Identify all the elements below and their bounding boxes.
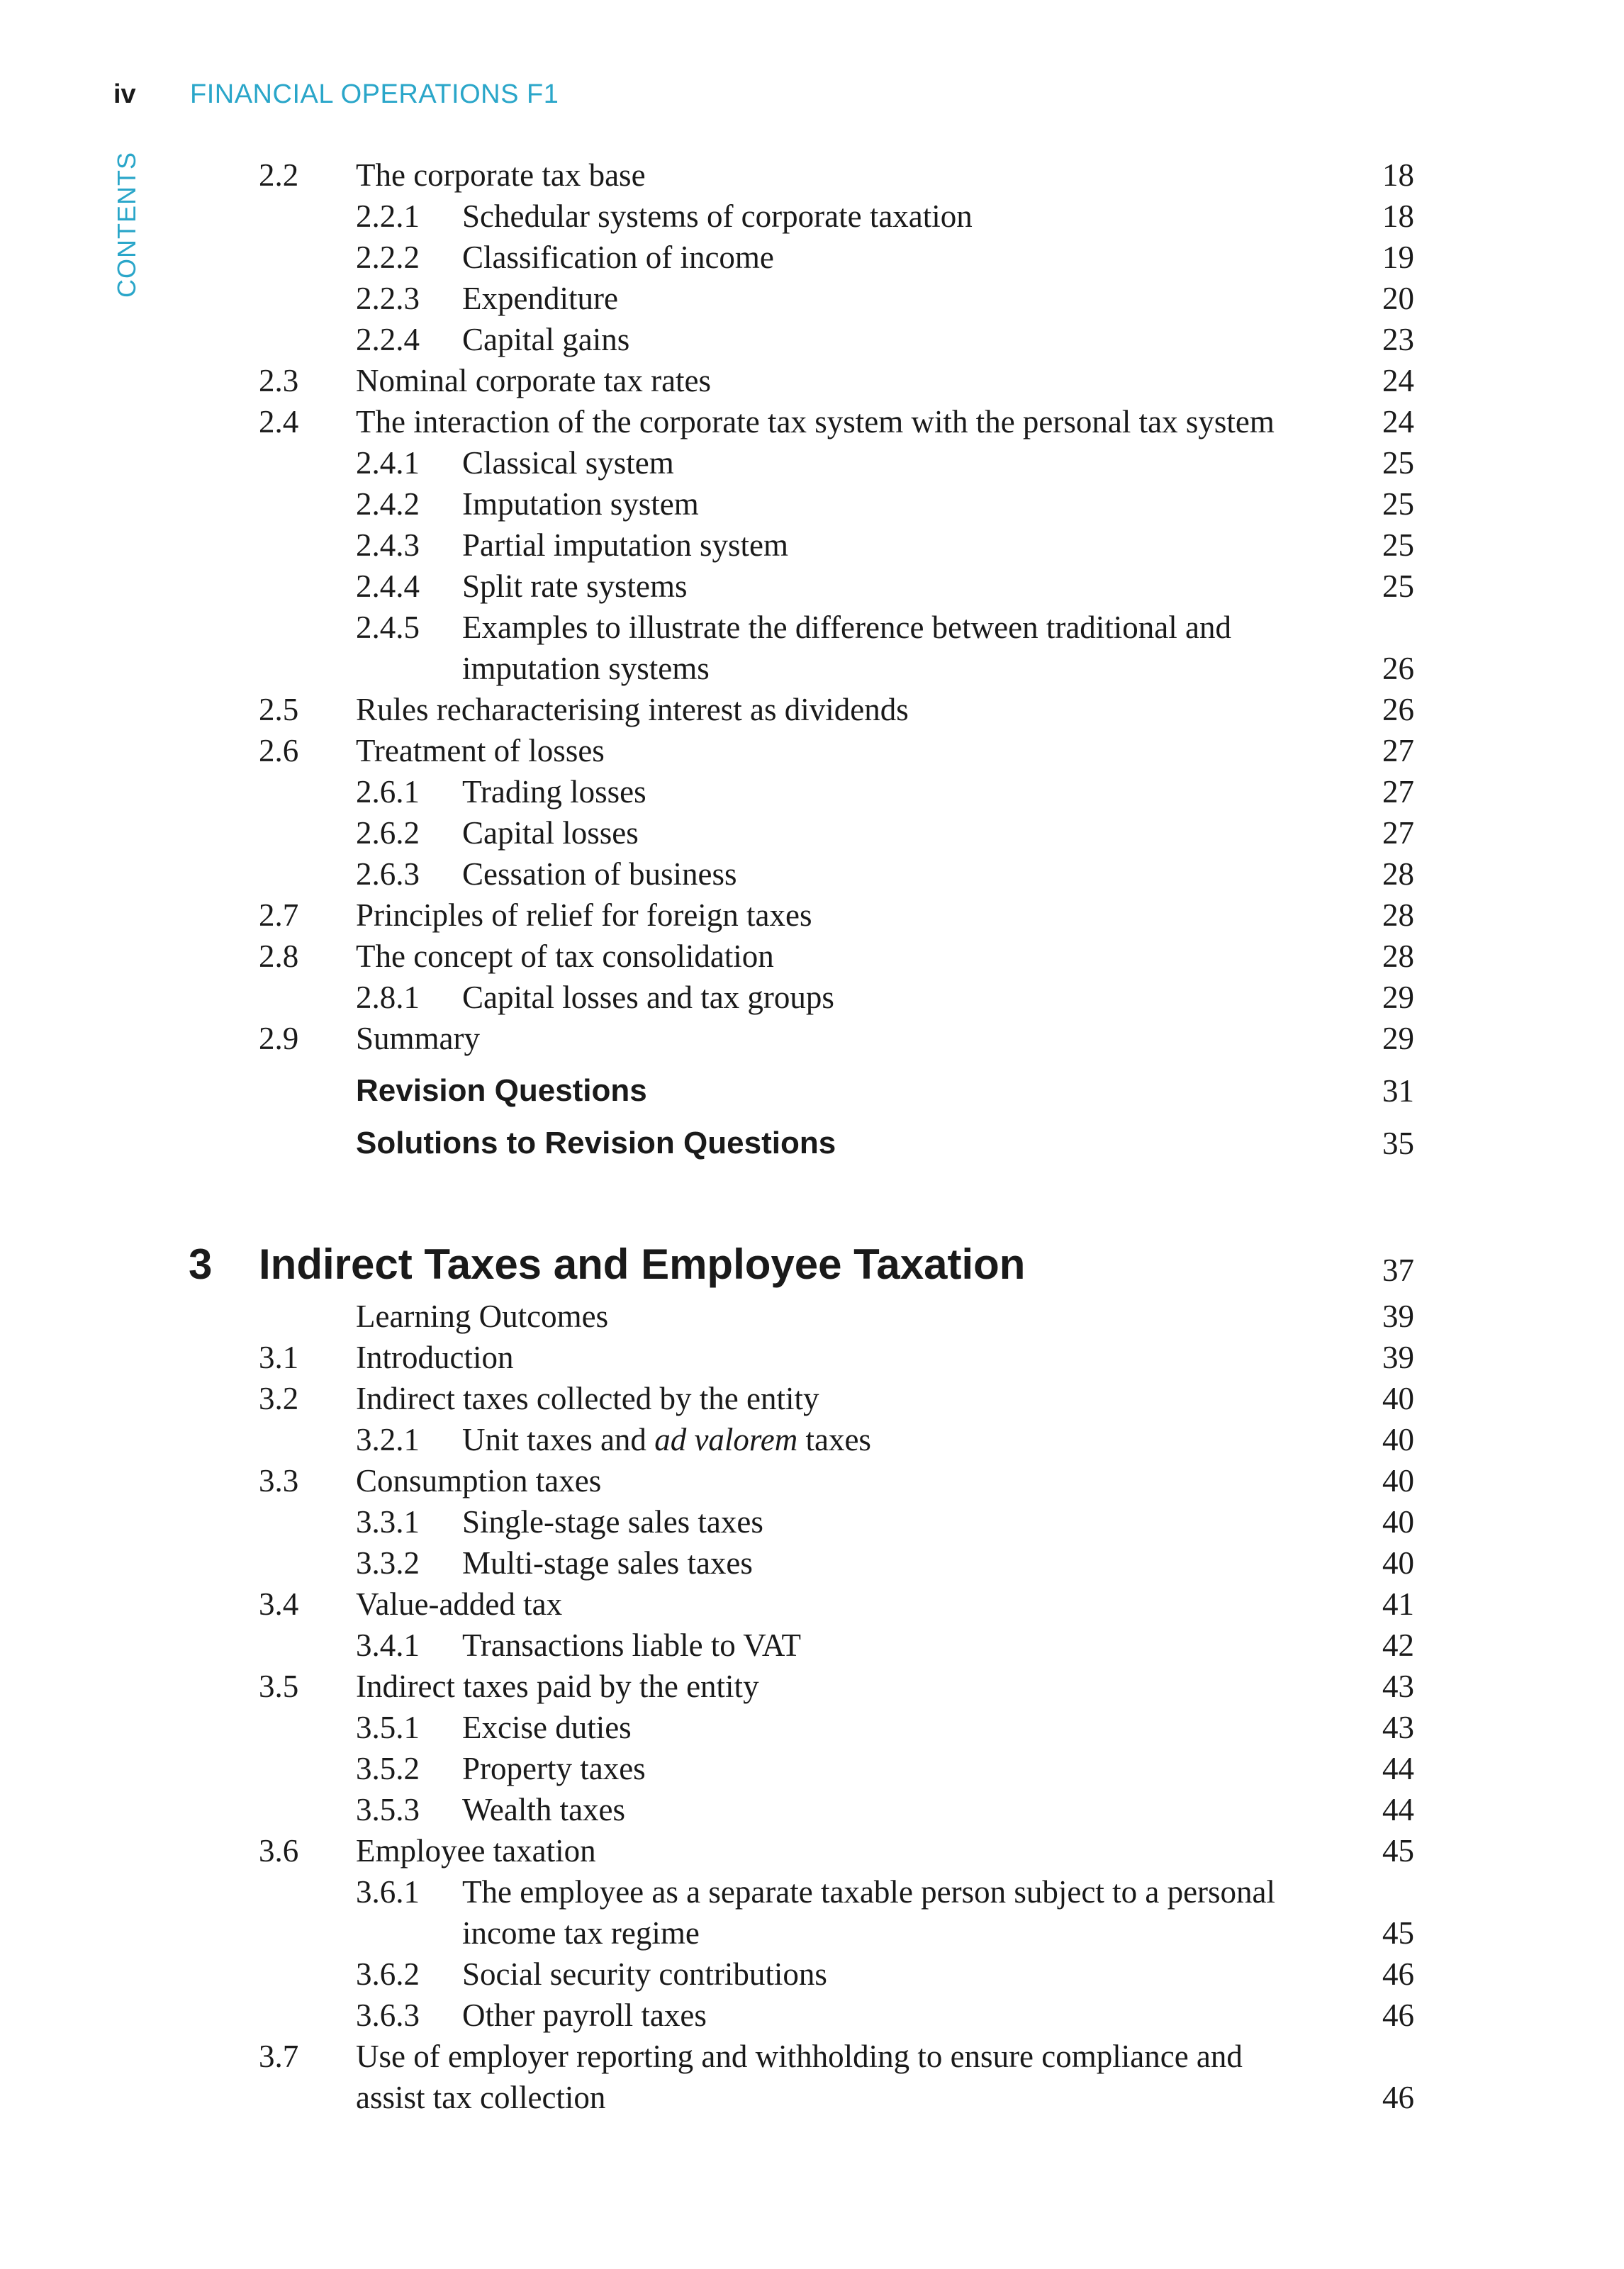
entry-number: 2.8 — [259, 939, 299, 974]
entry-page: 43 — [1382, 1710, 1414, 1745]
entry-title: The employee as a separate taxable person subject to a personal — [462, 1874, 1276, 1910]
entry-page: 31 — [1382, 1073, 1414, 1109]
entry-page: 27 — [1382, 815, 1414, 851]
entry-number: 2.2.2 — [356, 240, 420, 275]
entry-title: Capital losses — [462, 815, 639, 851]
entry-number: 3.6.1 — [356, 1874, 420, 1910]
entry-title: Employee taxation — [356, 1833, 596, 1869]
entry-title: Examples to illustrate the difference between traditional and — [462, 610, 1232, 645]
entry-title — [462, 1419, 871, 1460]
entry-page: 26 — [1382, 651, 1414, 686]
entry-page: 39 — [1382, 1299, 1414, 1334]
entry-number: 2.7 — [259, 897, 299, 933]
toc-entry — [0, 196, 1624, 237]
entry-page: 24 — [1382, 404, 1414, 439]
entry-number: 3.3.1 — [356, 1504, 420, 1540]
entry-page: 40 — [1382, 1422, 1414, 1457]
entry-number: 2.3 — [259, 363, 299, 398]
toc-entry — [0, 566, 1624, 607]
toc-entry-continuation — [0, 2077, 1624, 2118]
entry-number: 2.2.1 — [356, 198, 420, 234]
entry-number: 3.1 — [259, 1340, 299, 1375]
entry-number: 2.2.4 — [356, 322, 420, 357]
entry-title: Property taxes — [462, 1751, 646, 1786]
entry-number: 2.4.3 — [356, 527, 420, 563]
toc-entry — [0, 1625, 1624, 1666]
entry-page: 44 — [1382, 1751, 1414, 1786]
entry-page: 28 — [1382, 939, 1414, 974]
entry-page: 19 — [1382, 240, 1414, 275]
entry-title: Rules recharacterising interest as dividends — [356, 692, 909, 727]
running-header — [113, 79, 559, 122]
side-label-contents: CONTENTS — [112, 152, 141, 298]
entry-number: 2.6.2 — [356, 815, 420, 851]
toc-entry — [0, 1542, 1624, 1584]
toc-entry — [0, 977, 1624, 1018]
entry-title: Split rate systems — [462, 568, 688, 604]
toc-entry — [0, 1707, 1624, 1748]
entry-page: 40 — [1382, 1545, 1414, 1581]
toc-entry — [0, 1954, 1624, 1995]
entry-number: 2.2.3 — [356, 281, 420, 316]
entry-page: 46 — [1382, 2080, 1414, 2115]
toc-entry — [0, 237, 1624, 278]
entry-number: 2.2 — [259, 157, 299, 193]
toc-entry — [0, 607, 1624, 648]
entry-title-continuation: assist tax collection — [356, 2080, 606, 2115]
entry-number: 2.4.4 — [356, 568, 420, 604]
toc-entry — [0, 483, 1624, 525]
entry-number: 2.6 — [259, 733, 299, 768]
toc-entry — [0, 895, 1624, 936]
entry-page: 45 — [1382, 1915, 1414, 1951]
toc-entry — [0, 1995, 1624, 2036]
entry-title: Principles of relief for foreign taxes — [356, 897, 812, 933]
entry-title: Indirect taxes paid by the entity — [356, 1669, 759, 1704]
entry-page: 25 — [1382, 445, 1414, 481]
entry-page: 43 — [1382, 1669, 1414, 1704]
entry-title: Introduction — [356, 1340, 514, 1375]
toc-entry — [0, 360, 1624, 401]
entry-number: 3.5.1 — [356, 1710, 420, 1745]
entry-number: 3.5.3 — [356, 1792, 420, 1827]
entry-number: 2.6.1 — [356, 774, 420, 809]
entry-title: Consumption taxes — [356, 1463, 602, 1498]
toc-entry — [0, 689, 1624, 730]
toc-entry-continuation — [0, 648, 1624, 689]
entry-number: 2.8.1 — [356, 980, 420, 1015]
toc-entry-solutions — [0, 1123, 1624, 1164]
entry-number: 3.2 — [259, 1381, 299, 1416]
entry-number: 3.5 — [259, 1669, 299, 1704]
entry-title: The corporate tax base — [356, 157, 646, 193]
toc-entry — [0, 1337, 1624, 1378]
running-title: FINANCIAL OPERATIONS F1 — [190, 79, 559, 109]
toc-entry — [0, 771, 1624, 812]
entry-number: 2.4.1 — [356, 445, 420, 481]
toc-entry — [0, 278, 1624, 319]
entry-number: 2.6.3 — [356, 856, 420, 892]
toc-entry — [0, 936, 1624, 977]
entry-title-continuation: income tax regime — [462, 1915, 700, 1951]
entry-page: 40 — [1382, 1381, 1414, 1416]
entry-number: 3.4.1 — [356, 1627, 420, 1663]
entry-number: 3.3.2 — [356, 1545, 420, 1581]
entry-page: 24 — [1382, 363, 1414, 398]
toc-entry — [0, 525, 1624, 566]
entry-title-part: taxes — [797, 1422, 871, 1457]
entry-title: Single-stage sales taxes — [462, 1504, 763, 1540]
entry-title-part: Unit taxes and — [462, 1422, 655, 1457]
toc-entry — [0, 1460, 1624, 1501]
entry-title: Classification of income — [462, 240, 774, 275]
entry-page: 26 — [1382, 692, 1414, 727]
entry-title: The interaction of the corporate tax system with the personal tax system — [356, 404, 1275, 439]
entry-page: 45 — [1382, 1833, 1414, 1869]
chapter-title: Indirect Taxes and Employee Taxation — [259, 1240, 1026, 1288]
entry-number: 3.6.2 — [356, 1956, 420, 1992]
entry-number: 2.4.5 — [356, 610, 420, 645]
entry-number: 2.4.2 — [356, 486, 420, 522]
toc-entry — [0, 1871, 1624, 1912]
entry-page: 35 — [1382, 1126, 1414, 1161]
entry-title: Schedular systems of corporate taxation — [462, 198, 973, 234]
entry-page: 18 — [1382, 198, 1414, 234]
entry-page: 39 — [1382, 1340, 1414, 1375]
entry-number: 3.4 — [259, 1586, 299, 1622]
entry-title: Solutions to Revision Questions — [356, 1126, 836, 1160]
toc-entry — [0, 812, 1624, 853]
entry-title: Revision Questions — [356, 1073, 647, 1108]
entry-title-continuation: imputation systems — [462, 651, 710, 686]
entry-page: 46 — [1382, 1998, 1414, 2033]
toc-entry — [0, 1378, 1624, 1419]
entry-page: 25 — [1382, 486, 1414, 522]
entry-number: 2.4 — [259, 404, 299, 439]
entry-page: 29 — [1382, 1021, 1414, 1056]
entry-title: The concept of tax consolidation — [356, 939, 774, 974]
toc-entry — [0, 1584, 1624, 1625]
entry-title: Classical system — [462, 445, 674, 481]
toc-entry — [0, 730, 1624, 771]
toc-entry-continuation — [0, 1912, 1624, 1954]
toc-entry — [0, 155, 1624, 196]
entry-title: Expenditure — [462, 281, 618, 316]
entry-number: 3.6.3 — [356, 1998, 420, 2033]
entry-page: 44 — [1382, 1792, 1414, 1827]
entry-page: 40 — [1382, 1463, 1414, 1498]
entry-page: 20 — [1382, 281, 1414, 316]
entry-title: Use of employer reporting and withholding to ensure compliance and — [356, 2039, 1243, 2074]
entry-title: Other payroll taxes — [462, 1998, 707, 2033]
chapter-heading — [0, 1239, 1624, 1290]
entry-title: Capital losses and tax groups — [462, 980, 834, 1015]
toc-entry — [0, 319, 1624, 360]
entry-number: 2.5 — [259, 692, 299, 727]
toc-entry — [0, 442, 1624, 483]
entry-number: 2.9 — [259, 1021, 299, 1056]
toc-entry — [0, 1789, 1624, 1830]
entry-title: Transactions liable to VAT — [462, 1627, 801, 1663]
entry-page: 25 — [1382, 568, 1414, 604]
entry-page: 28 — [1382, 897, 1414, 933]
entry-page: 27 — [1382, 733, 1414, 768]
toc-entry — [0, 1419, 1624, 1460]
toc-entry — [0, 1748, 1624, 1789]
entry-page: 18 — [1382, 157, 1414, 193]
entry-title: Nominal corporate tax rates — [356, 363, 712, 398]
toc-entry — [0, 1830, 1624, 1871]
entry-title: Social security contributions — [462, 1956, 827, 1992]
entry-page: 25 — [1382, 527, 1414, 563]
entry-number: 3.6 — [259, 1833, 299, 1869]
entry-page: 42 — [1382, 1627, 1414, 1663]
toc-entry — [0, 1501, 1624, 1542]
toc-entry — [0, 853, 1624, 895]
entry-page: 28 — [1382, 856, 1414, 892]
toc-entry — [0, 401, 1624, 442]
entry-number: 3.2.1 — [356, 1422, 420, 1457]
entry-page: 23 — [1382, 322, 1414, 357]
entry-title: Cessation of business — [462, 856, 737, 892]
entry-title: Treatment of losses — [356, 733, 605, 768]
entry-title: Multi-stage sales taxes — [462, 1545, 753, 1581]
entry-title-italic: ad valorem — [654, 1422, 798, 1457]
entry-number: 3.5.2 — [356, 1751, 420, 1786]
entry-title: Capital gains — [462, 322, 630, 357]
entry-title: Wealth taxes — [462, 1792, 626, 1827]
entry-page: 27 — [1382, 774, 1414, 809]
entry-title: Trading losses — [462, 774, 646, 809]
entry-number: 3.3 — [259, 1463, 299, 1498]
toc-entry — [0, 1018, 1624, 1059]
chapter-number: 3 — [189, 1240, 213, 1288]
entry-title: Learning Outcomes — [356, 1299, 609, 1334]
entry-title: Indirect taxes collected by the entity — [356, 1381, 819, 1416]
toc-entry — [0, 1666, 1624, 1707]
page-number: iv — [113, 79, 136, 109]
toc-entry — [0, 1296, 1624, 1337]
entry-title: Value-added tax — [356, 1586, 563, 1622]
entry-number: 3.7 — [259, 2039, 299, 2074]
entry-page: 40 — [1382, 1504, 1414, 1540]
entry-title: Excise duties — [462, 1710, 632, 1745]
entry-title: Partial imputation system — [462, 527, 788, 563]
toc-entry-revision-questions — [0, 1070, 1624, 1111]
entry-title: Summary — [356, 1021, 480, 1056]
entry-page: 37 — [1382, 1253, 1414, 1288]
entry-page: 29 — [1382, 980, 1414, 1015]
entry-title: Imputation system — [462, 486, 699, 522]
entry-page: 46 — [1382, 1956, 1414, 1992]
entry-page: 41 — [1382, 1586, 1414, 1622]
toc-entry — [0, 2036, 1624, 2077]
